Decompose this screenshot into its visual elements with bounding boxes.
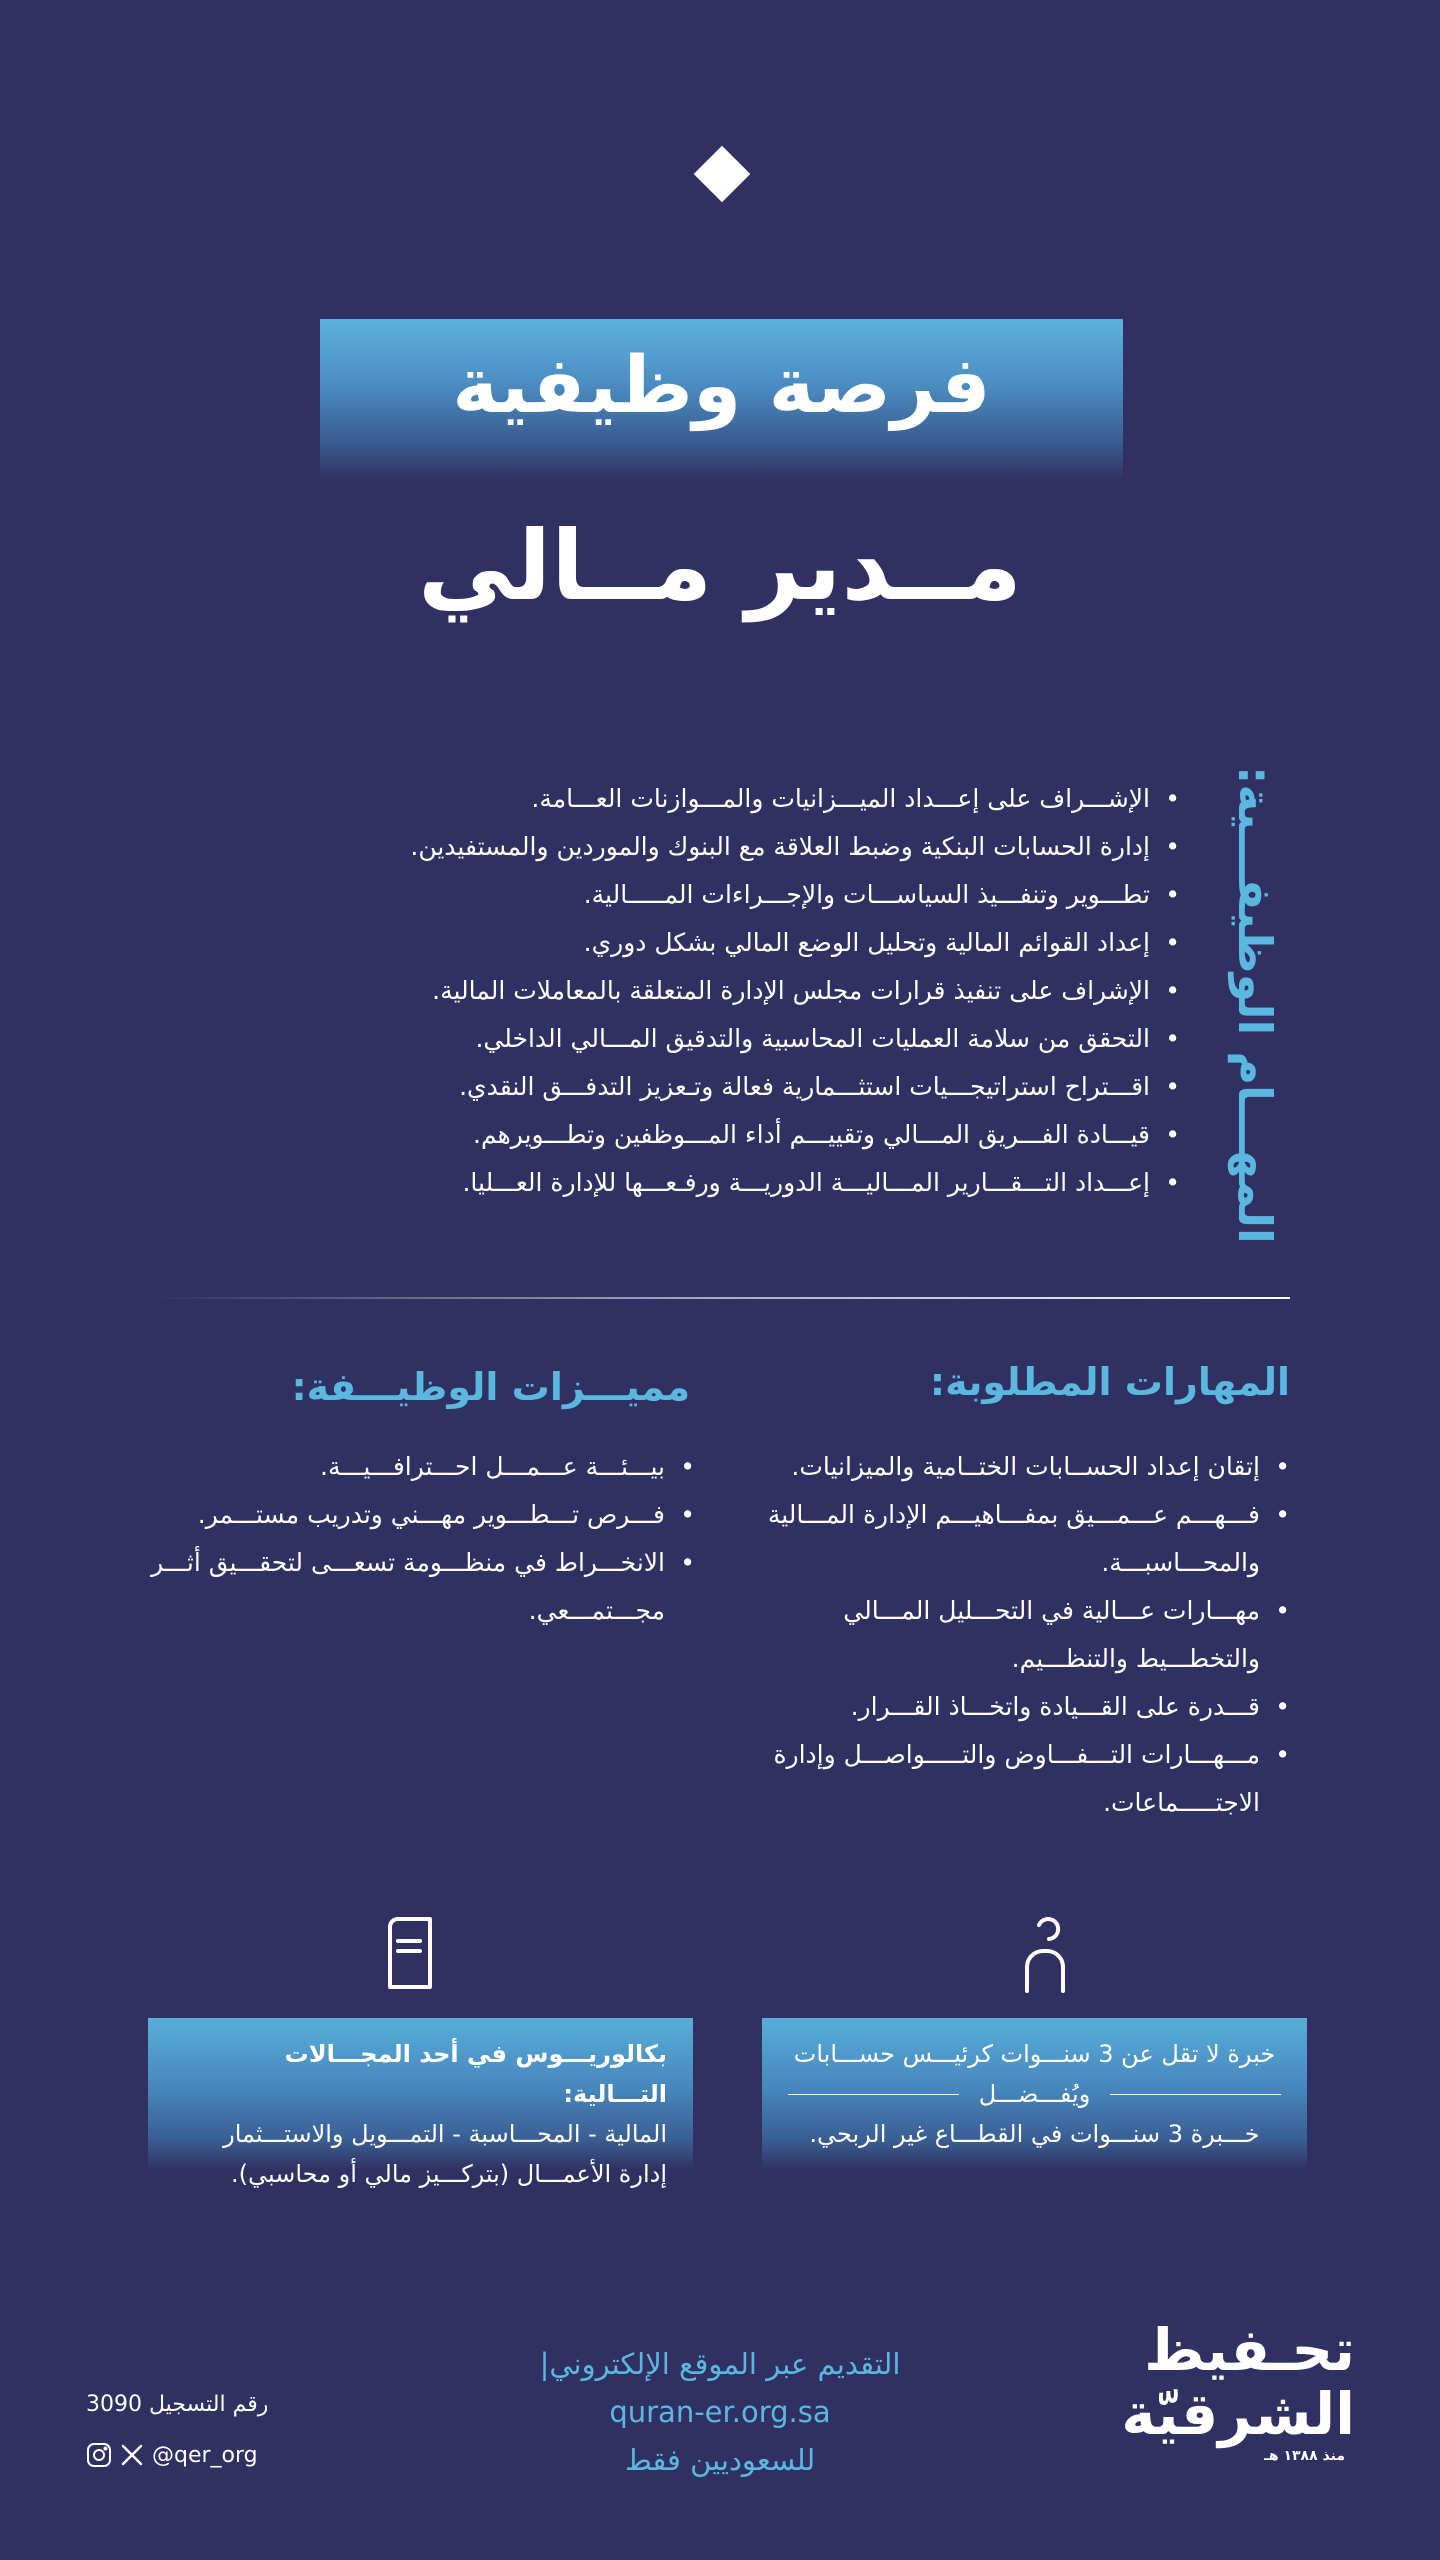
saudis-only: للسعوديين فقط — [624, 2443, 816, 2477]
list-item: • قـــدرة على القـــيادة واتخـــاذ القـــرار. — [745, 1683, 1290, 1731]
list-item: • إتقان إعداد الحســابات الختــامية والميزانيات. — [745, 1443, 1290, 1491]
document-icon — [380, 1913, 440, 1993]
duties-heading-text: المهـــام الوظيفـــية: — [1228, 766, 1282, 1244]
logo-line-2 — [1121, 2380, 1355, 2448]
divider-line — [788, 2094, 959, 2095]
registration-number: رقم التسجيل 3090 — [86, 2392, 269, 2417]
section-divider — [150, 1297, 1290, 1299]
list-item: • مـــهـــارات التـــفـــاوض والتـــــواصـــل وإدارة الاجتـــــماعات. — [745, 1731, 1290, 1827]
duties-list — [300, 775, 1180, 1207]
list-item: • بيـــئـــة عـــمـــل احـــترافـــيـــة. — [150, 1443, 695, 1491]
list-item: • فـــرص تـــطـــوير مهـــني وتدريب مستـــمر. — [150, 1491, 695, 1539]
list-item: • إدارة الحسابات البنكية وضبط العلاقة مع البنوك والموردين والمستفيدين. — [300, 823, 1180, 871]
experience-card — [762, 2018, 1307, 2170]
list-item: • الإشـــراف على إعـــداد الميـــزانيات والمـــوازنات العـــامة. — [300, 775, 1180, 823]
header-banner — [320, 319, 1123, 481]
website-link[interactable]: quran-er.org.sa — [609, 2395, 831, 2429]
list-item: • قيـــادة الفـــريق المـــالي وتقييـــم أداء المـــوظفين وتطـــويرهم. — [300, 1111, 1180, 1159]
education-card — [148, 2018, 693, 2188]
skills-heading: المهارات المطلوبة: — [929, 1360, 1290, 1404]
list-item: • تطـــوير وتنفـــيذ السياســـات والإجـــراءات المـــــالية. — [300, 871, 1180, 919]
education-line-1: بكالوريـــوس في أحد المجـــالات التـــالية: — [284, 2040, 667, 2108]
benefits-heading: مميـــزات الوظيـــفة: — [291, 1365, 690, 1409]
experience-prefer-row — [788, 2074, 1281, 2114]
experience-prefer: ويُفـــضـــل — [978, 2080, 1091, 2108]
experience-line-3: خـــبرة 3 سنـــوات في القطـــاع غير الربحي. — [809, 2120, 1260, 2148]
x-icon[interactable] — [120, 2443, 144, 2467]
logo-line-2-text: الشرقيّة — [1121, 2380, 1355, 2448]
list-item: • الإشراف على تنفيذ قرارات مجلس الإدارة المتعلقة بالمعاملات المالية. — [300, 967, 1180, 1015]
education-line-3: إدارة الأعمـــال (بتركـــيز مالي أو محاسبي). — [230, 2160, 667, 2188]
list-item: • إعداد القوائم المالية وتحليل الوضع المالي بشكل دوري. — [300, 919, 1180, 967]
social-handle-row[interactable] — [86, 2440, 258, 2470]
list-item: • مهـــارات عـــالية في التحـــليل المـــالي والتخطـــيط والتنظـــيم. — [745, 1587, 1290, 1683]
person-icon — [1015, 1913, 1075, 1993]
logo-since: منذ ١٣٨٨ هـ — [1264, 2448, 1345, 2464]
list-item: • التحقق من سلامة العمليات المحاسبية والتدقيق المـــالي الداخلي. — [300, 1015, 1180, 1063]
social-handle[interactable]: @qer_org — [152, 2442, 258, 2468]
list-item: • الانخـــراط في منظـــومة تسعـــى لتحقـــيق أثـــر مجـــتمـــعي. — [150, 1539, 695, 1635]
experience-line-1: خبرة لا تقل عن 3 سنـــوات كرئيـــس حســـابات — [793, 2040, 1276, 2068]
list-item: • فـــهـــم عـــمـــيق بمفـــاهيـــم الإدارة المـــالية والمحـــاسبـــة. — [745, 1491, 1290, 1587]
apply-text: التقديم عبر الموقع الإلكتروني| — [539, 2347, 901, 2381]
logo — [1121, 2316, 1355, 2488]
apply-block — [440, 2340, 1000, 2484]
job-title: مــدير مــالي — [418, 510, 1022, 622]
list-item: • اقـــتراح استراتيجـــيات استثـــمارية فعالة وتـعزيز التدفـــق النقدي. — [300, 1063, 1180, 1111]
instagram-icon[interactable] — [86, 2442, 112, 2468]
benefits-list — [150, 1443, 695, 1635]
divider-line — [1110, 2094, 1281, 2095]
banner-title: فرصة وظيفية — [452, 341, 991, 431]
skills-list — [745, 1443, 1290, 1827]
education-line-2: المالية - المحـــاسبة - التمـــويل والاستـــثمار — [223, 2120, 667, 2148]
list-item: • إعـــداد التـــقـــارير المـــاليـــة الدوريـــة ورفـعـــها للإدارة العـــليا. — [300, 1159, 1180, 1207]
logo-line-1: تحـفيظ — [1144, 2316, 1355, 2384]
duties-heading — [1200, 766, 1310, 1244]
diamond-icon — [694, 146, 751, 203]
